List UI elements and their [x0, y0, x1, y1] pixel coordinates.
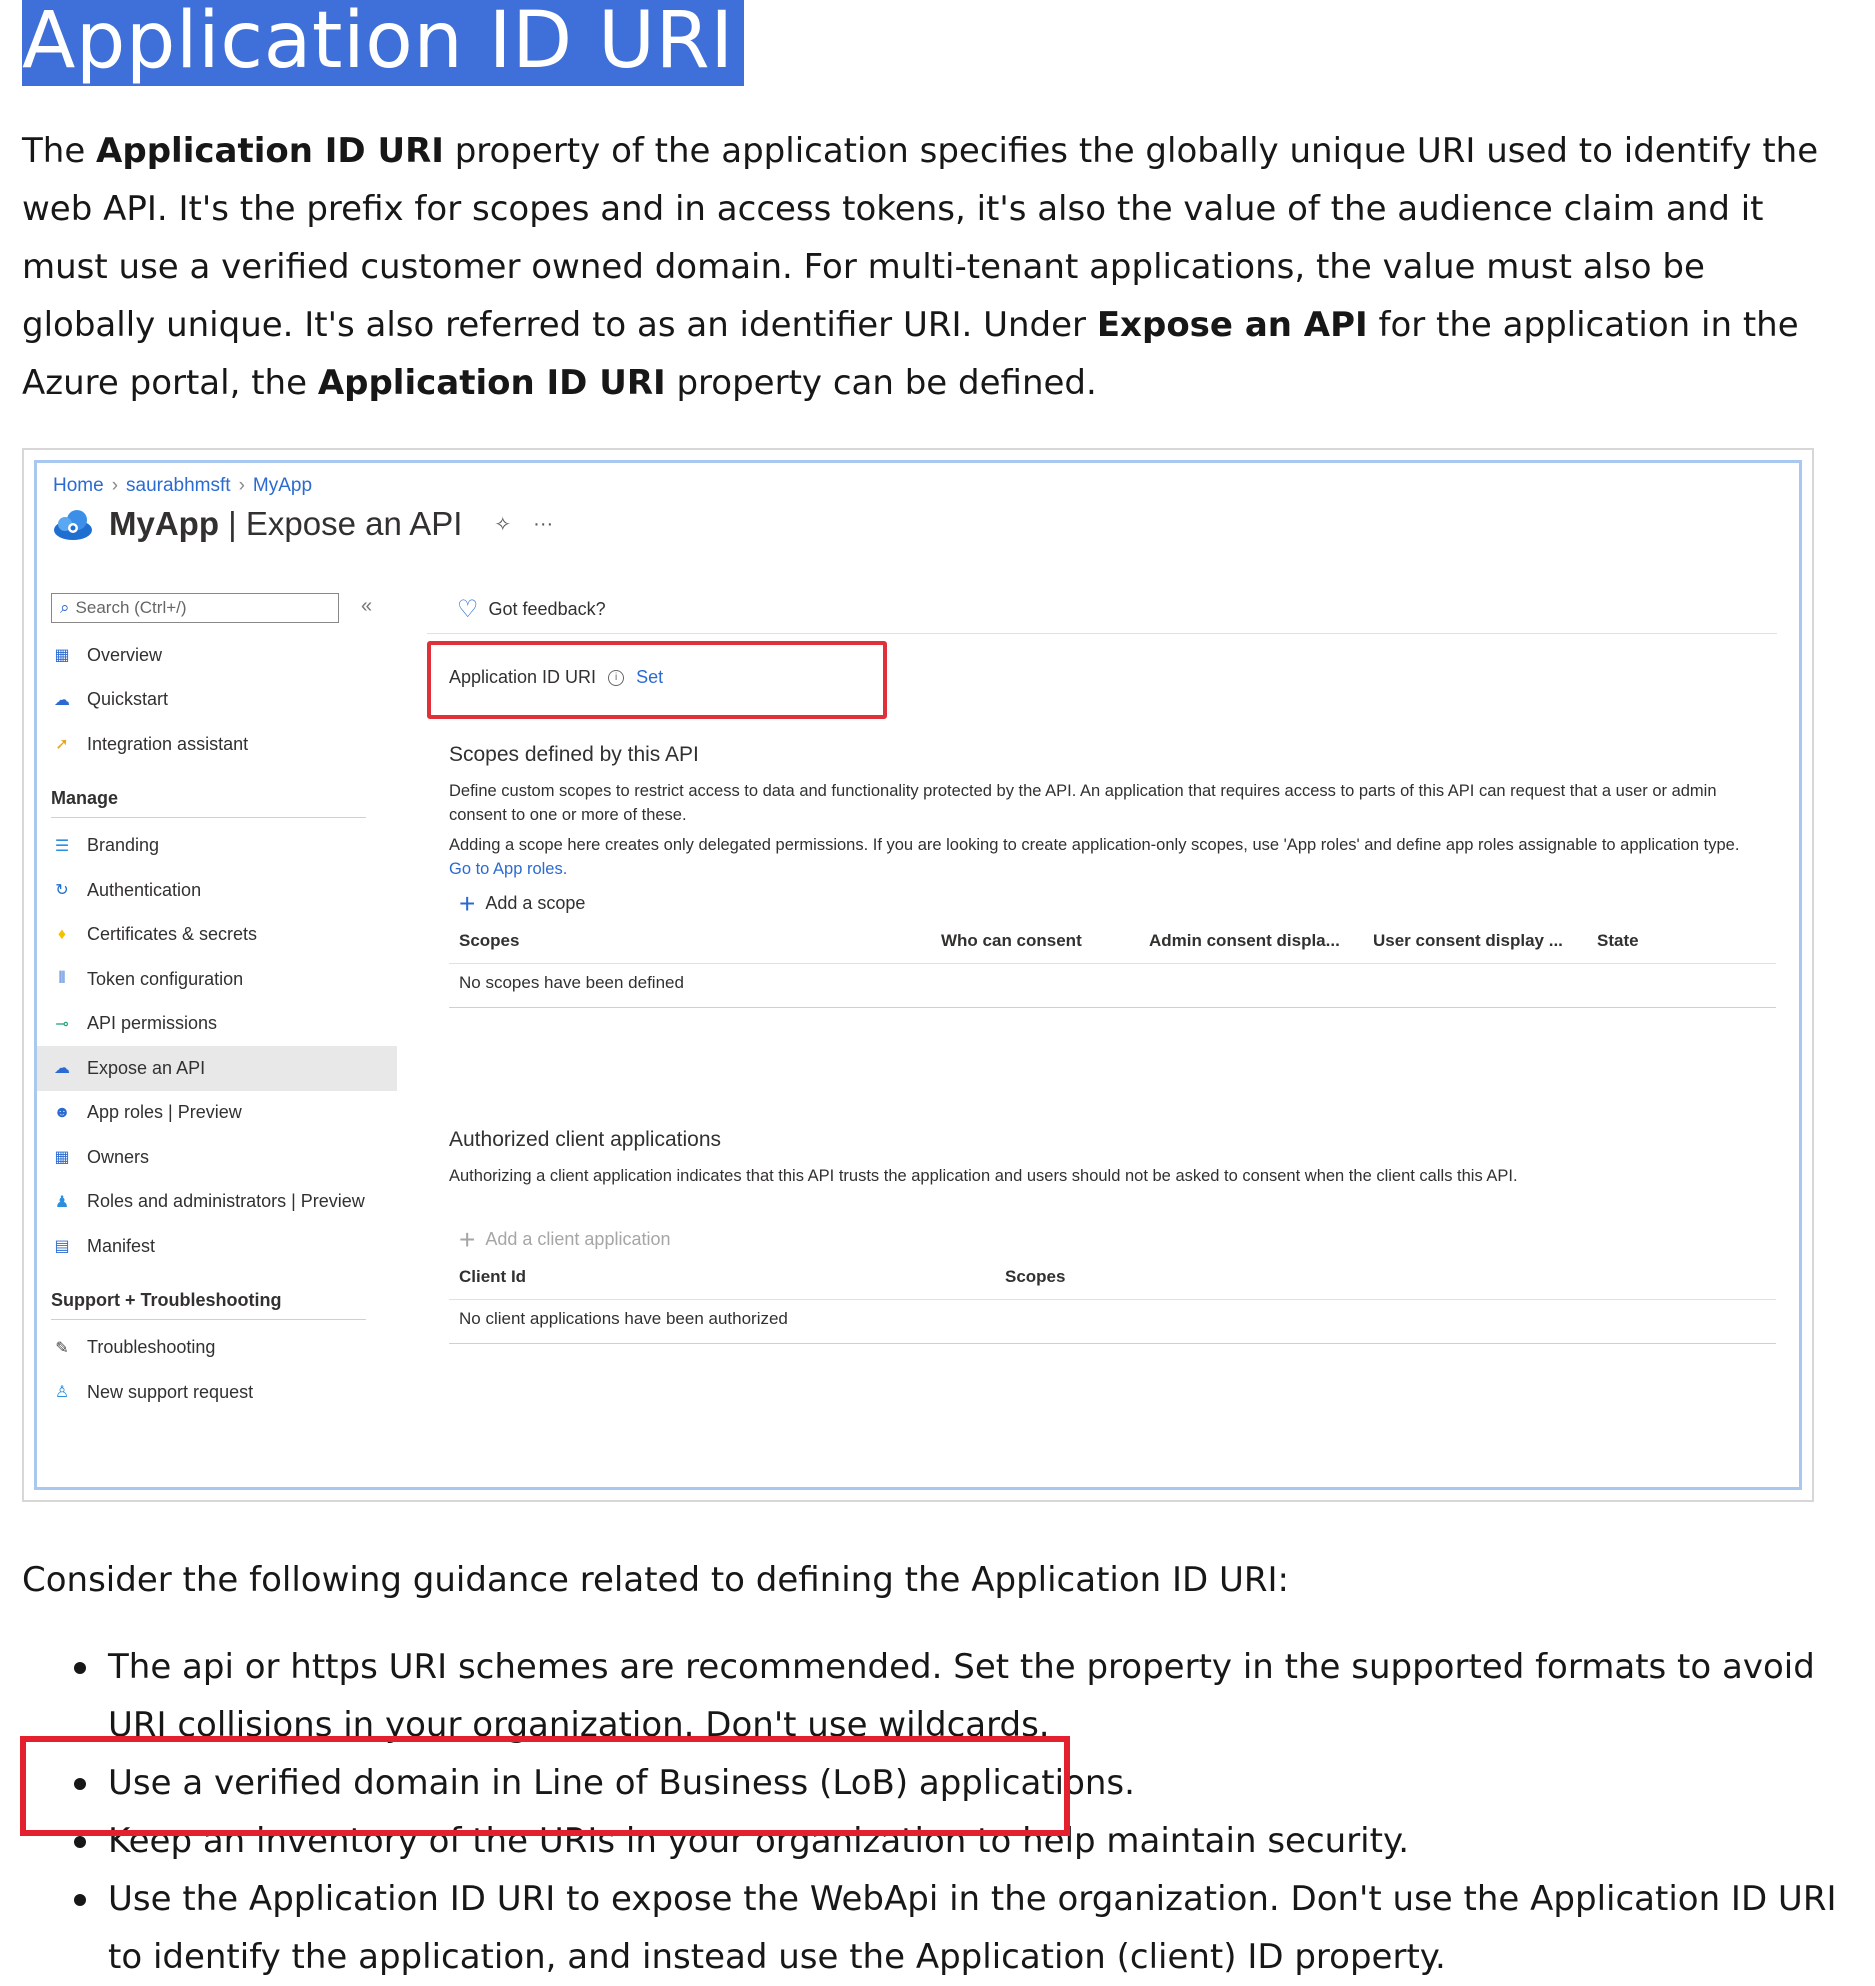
- clients-table-header: [449, 1259, 1776, 1300]
- add-client-application-button[interactable]: + Add a client application: [459, 1223, 671, 1255]
- person-icon: ♙: [54, 1384, 70, 1402]
- chevron-right-icon: ›: [111, 475, 119, 496]
- bold-term: Expose an API: [1096, 305, 1368, 345]
- column-header[interactable]: Admin consent displa...: [1149, 931, 1340, 950]
- manifest-icon: ▤: [54, 1238, 70, 1256]
- sidebar-item-roles-administrators[interactable]: ♟ Roles and administrators | Preview: [51, 1180, 411, 1225]
- breadcrumb-home[interactable]: Home: [53, 475, 104, 496]
- more-options-icon[interactable]: ···: [533, 512, 554, 535]
- sidebar-nav: [51, 633, 411, 1415]
- sidebar-item-quickstart[interactable]: ☁ Quickstart: [51, 678, 411, 723]
- column-header[interactable]: State: [1597, 931, 1639, 950]
- section-support: Support + Troubleshooting: [51, 1279, 366, 1320]
- column-header[interactable]: Who can consent: [941, 931, 1082, 950]
- scopes-empty-row: No scopes have been defined: [449, 963, 1776, 1008]
- sidebar-item-integration-assistant[interactable]: ➚ Integration assistant: [51, 722, 411, 767]
- search-icon: ⌕: [60, 598, 70, 617]
- column-header[interactable]: Scopes: [459, 931, 520, 950]
- list-item: Keep an inventory of the URIs in your organization to help maintain security.: [22, 1812, 1852, 1870]
- portal-screenshot: [22, 448, 1814, 1502]
- roles-icon: ☻: [53, 1103, 71, 1121]
- page-title: Application ID URI: [22, 0, 734, 86]
- grid-icon: ▦: [54, 647, 70, 665]
- column-header[interactable]: User consent display ...: [1373, 931, 1563, 950]
- token-icon: ⦀: [58, 970, 66, 988]
- breadcrumb-app[interactable]: MyApp: [252, 475, 313, 496]
- column-header[interactable]: Client Id: [459, 1267, 527, 1286]
- cloud-icon: ☁: [54, 1060, 70, 1078]
- admin-icon: ♟: [54, 1193, 70, 1211]
- bold-term: Application ID URI: [96, 131, 444, 171]
- app-id-uri-row: Application ID URI i Set: [449, 667, 664, 687]
- scopes-description-2: Adding a scope here creates only delegated permissions. If you are looking to create application-only scopes, use 'App roles' and define app roles assignable to application type. Go to App roles.: [449, 836, 1740, 878]
- breadcrumb: [53, 475, 312, 497]
- scopes-table-header: [449, 923, 1776, 964]
- owners-icon: ▦: [54, 1149, 70, 1167]
- blade-title: MyApp | Expose an API: [109, 505, 463, 542]
- plus-icon: +: [459, 1223, 476, 1255]
- collapse-sidebar-icon[interactable]: «: [361, 595, 373, 617]
- bold-term: Application ID URI: [317, 363, 666, 403]
- highlight-box: [20, 1736, 1070, 1836]
- authentication-icon: ↻: [55, 882, 69, 900]
- column-header[interactable]: Scopes: [1005, 1267, 1066, 1286]
- sidebar-item-token-configuration[interactable]: ⦀ Token configuration: [51, 957, 411, 1002]
- branding-icon: ☰: [54, 837, 70, 855]
- sidebar-item-app-roles[interactable]: ☻ App roles | Preview: [51, 1091, 411, 1136]
- scopes-title: Scopes defined by this API: [449, 743, 699, 766]
- scopes-description: Define custom scopes to restrict access to data and functionality protected by the API. An application that requires access to parts of this API can request that a user or admin consent to one or more of these.: [449, 782, 1717, 824]
- cloud-api-icon: [51, 506, 95, 542]
- info-icon[interactable]: i: [608, 670, 624, 686]
- key-icon: ♦: [57, 925, 67, 943]
- sidebar-item-certificates[interactable]: ♦ Certificates & secrets: [51, 913, 411, 958]
- chevron-right-icon: ›: [238, 475, 245, 496]
- clients-description: Authorizing a client application indicates that this API trusts the application and users should not be asked to consent when the client calls this API.: [449, 1167, 1518, 1185]
- section-manage: Manage: [51, 777, 366, 818]
- heading-highlight: [22, 0, 744, 86]
- list-item: Use a verified domain in Line of Business (LoB) applications.: [22, 1754, 1852, 1812]
- intro-paragraph: The Application ID URI property of the application specifies the globally unique URI used to identify the web API. It's the prefix for scopes and in access tokens, it's also the value of the audience claim and it must use a verified customer owned domain. For multi-tenant applications, the value must also be globally unique. It's also referred to as an identifier URI. Under Expose an API for the application in the Azure portal, the Application ID URI property can be defined.: [22, 131, 1819, 403]
- breadcrumb-tenant[interactable]: saurabhmsft: [126, 475, 231, 496]
- guidance-intro: Consider the following guidance related to defining the Application ID URI:: [22, 1560, 1290, 1600]
- sidebar-item-overview[interactable]: ▦ Overview: [51, 633, 411, 678]
- blade-header: [51, 505, 553, 543]
- feedback-button[interactable]: ♡ Got feedback?: [457, 596, 606, 623]
- plus-icon: +: [459, 887, 476, 919]
- divider: [427, 633, 1777, 634]
- sidebar-item-owners[interactable]: ▦ Owners: [51, 1135, 411, 1180]
- sidebar-item-api-permissions[interactable]: ⊸ API permissions: [51, 1002, 411, 1047]
- sidebar-item-branding[interactable]: ☰ Branding: [51, 824, 411, 869]
- sidebar-item-authentication[interactable]: ↻ Authentication: [51, 868, 411, 913]
- list-item: The api or https URI schemes are recommended. Set the property in the supported formats to avoid URI collisions in your organization. Don't use wildcards.: [22, 1638, 1852, 1754]
- rocket-icon: ➚: [55, 736, 69, 754]
- list-item: Use the Application ID URI to expose the WebApi in the organization. Don't use the Application ID URI to identify the application, and instead use the Application (client) ID property.: [22, 1870, 1852, 1986]
- permissions-icon: ⊸: [55, 1015, 69, 1033]
- clients-title: Authorized client applications: [449, 1128, 721, 1151]
- sidebar-item-manifest[interactable]: ▤ Manifest: [51, 1224, 411, 1269]
- wrench-icon: ✎: [55, 1339, 69, 1357]
- set-link[interactable]: Set: [636, 667, 664, 687]
- heart-icon: ♡: [457, 596, 479, 623]
- clients-empty-row: No client applications have been authorized: [449, 1299, 1776, 1344]
- sidebar-item-troubleshooting[interactable]: ✎ Troubleshooting: [51, 1326, 411, 1371]
- sidebar-item-expose-api[interactable]: ☁ Expose an API: [37, 1046, 397, 1091]
- sidebar-item-new-support-request[interactable]: ♙ New support request: [51, 1370, 411, 1415]
- search-input[interactable]: ⌕ Search (Ctrl+/): [51, 593, 339, 623]
- portal-frame: [34, 460, 1802, 1490]
- add-scope-button[interactable]: + Add a scope: [459, 887, 586, 919]
- cloud-icon: ☁: [54, 691, 70, 709]
- pin-icon[interactable]: ✧: [494, 513, 512, 536]
- go-to-app-roles-link[interactable]: Go to App roles.: [449, 860, 568, 878]
